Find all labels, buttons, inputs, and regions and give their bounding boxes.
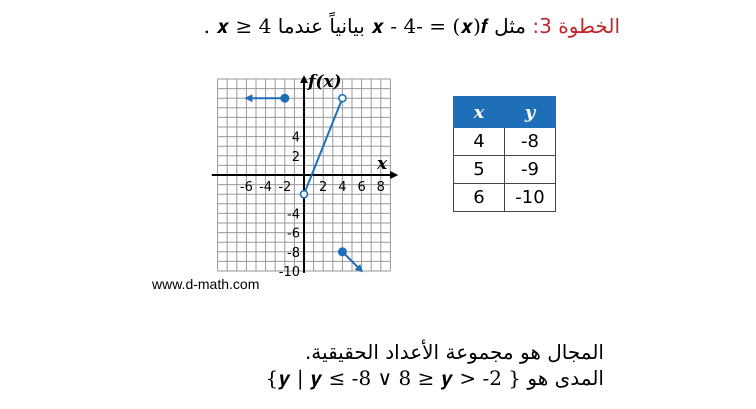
function-expression: 𝒙 - 4- = (𝒙)𝒇 [371, 14, 488, 38]
x-tick-label: 4 [338, 180, 347, 195]
table-cell: -10 [505, 184, 556, 212]
table-cell: 6 [454, 184, 505, 212]
step-lead: مثل [494, 14, 527, 38]
y-tick-label: 2 [291, 149, 300, 165]
x-tick-label: 6 [357, 180, 366, 195]
values-table [453, 96, 556, 212]
table-cell: 5 [454, 156, 505, 184]
table-row [454, 156, 556, 184]
table-cell: -9 [505, 156, 556, 184]
x-tick-label: -6 [239, 180, 253, 195]
y-tick-label: 4 [291, 130, 300, 146]
table-cell: 4 [454, 128, 505, 156]
open-endpoint [339, 95, 346, 102]
x-tick-label: -4 [259, 180, 273, 195]
step-middle: بيانياً عندما [277, 14, 365, 38]
y-tick-label: -6 [287, 226, 300, 242]
closed-endpoint [338, 248, 346, 256]
table-row [454, 128, 556, 156]
x-tick-label: 2 [319, 180, 328, 195]
y-tick-label: -4 [287, 207, 300, 223]
table-row [454, 184, 556, 212]
step-condition: 4 ≤ 𝒙 . [203, 14, 272, 38]
watermark: www.d-math.com [152, 276, 260, 292]
table-header-x: 𝒙 [454, 97, 505, 128]
piecewise-graph [200, 72, 400, 277]
y-tick-label: -8 [287, 245, 300, 261]
domain-statement: المجال هو مجموعة الأعداد الحقيقية. [304, 340, 604, 364]
y-tick-label: -10 [278, 265, 300, 277]
x-axis-label: 𝒙 [376, 154, 388, 174]
open-endpoint [301, 191, 308, 198]
x-tick-label: -2 [278, 180, 292, 195]
x-tick-label: 8 [376, 180, 385, 195]
range-expression: {𝒚 | 𝒚 ≤ -8 ∨ 8 ≥ 𝒚 > -2 } [265, 366, 522, 390]
y-axis-label: 𝒇(𝒙) [308, 72, 342, 92]
step-label: الخطوة 3: [532, 14, 620, 38]
axes [212, 77, 396, 273]
step-statement [204, 14, 620, 38]
range-prefix: المدى هو [527, 366, 604, 390]
table-header-y: 𝒚 [505, 97, 556, 128]
table-cell: -8 [505, 128, 556, 156]
range-statement [266, 366, 604, 390]
closed-endpoint [281, 94, 289, 102]
